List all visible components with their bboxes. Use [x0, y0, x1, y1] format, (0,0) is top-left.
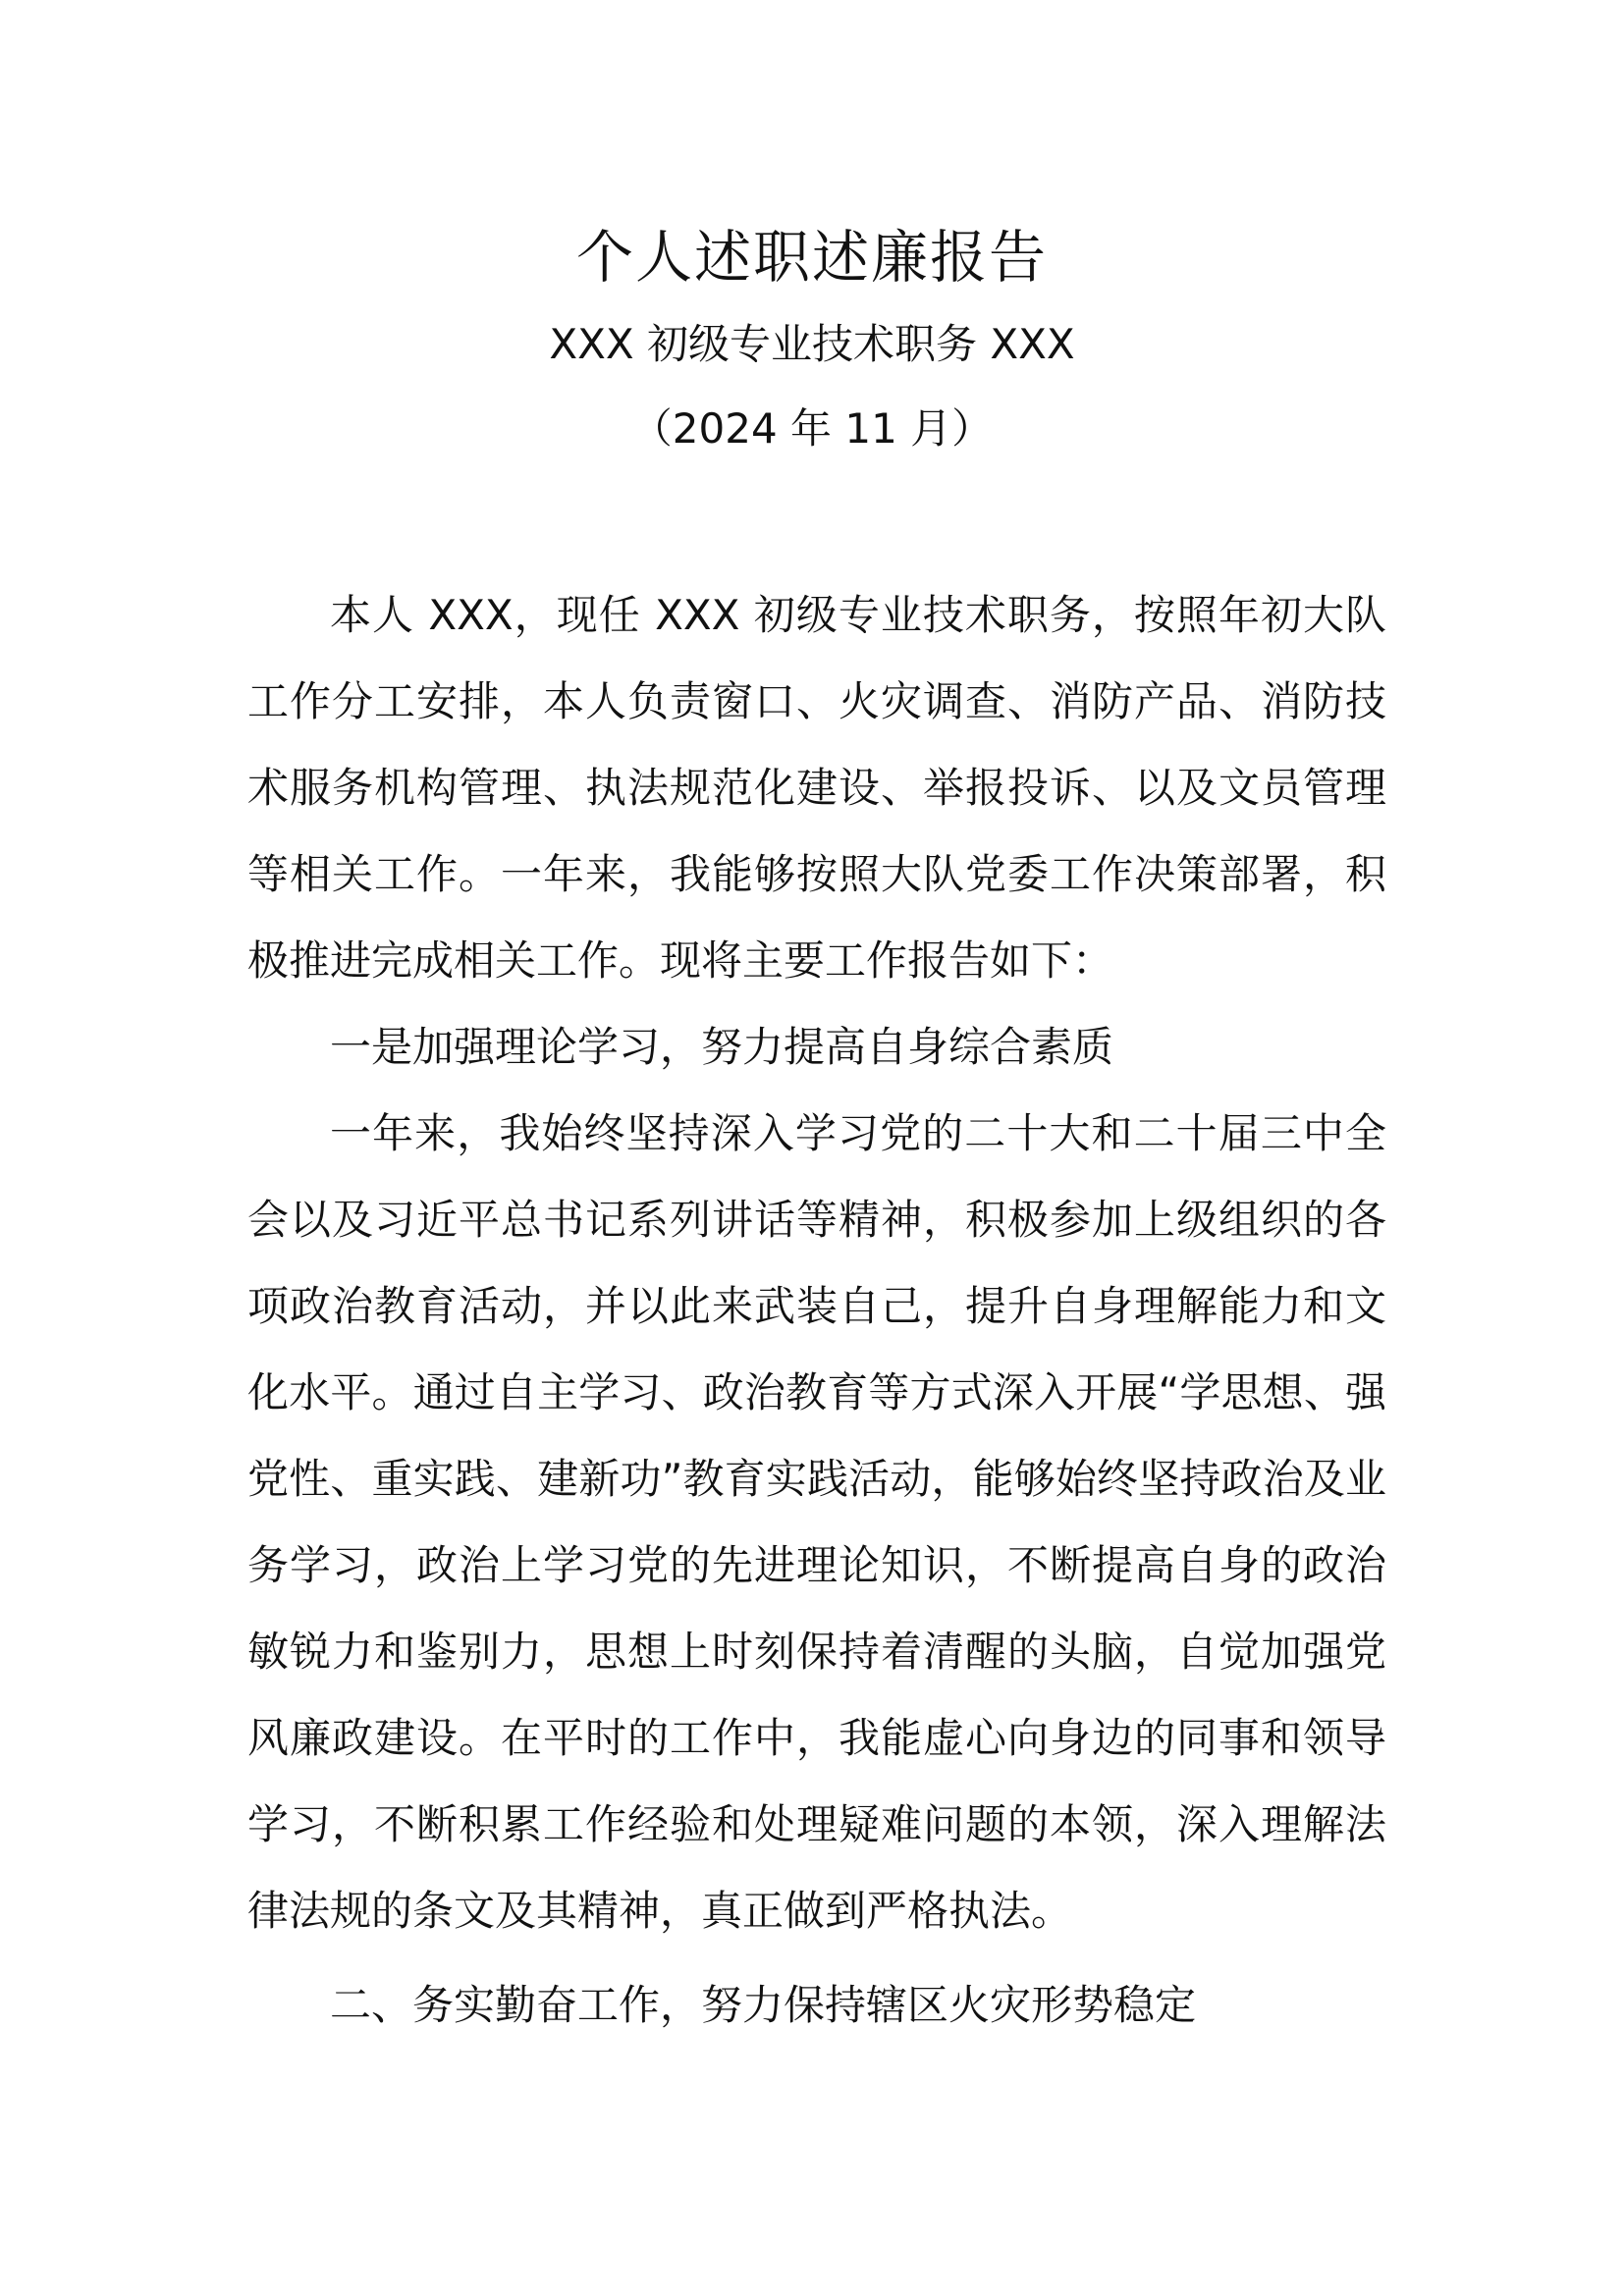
document-title: 个人述职述廉报告 — [575, 224, 1048, 291]
document-subtitle: XXX 初级专业技术职务 XXX — [549, 320, 1075, 368]
document-date: （2024 年 11 月） — [630, 404, 994, 453]
section-1-paragraph: 一年来，我始终坚持深入学习党的二十大和二十届三中全会以及习近平总书记系列讲话等精神，积极参加上级组织的各项政治教育活动，并以此来武装自己，提升自身理解能力和文化水平。通过自主学习、政治教育等方式深入开展“学思想、强党性、重实践、建新功”教育实践活动，能够始终坚持政治及业务学习，政治上学习党的先进理论知识，不断提高自身的政治敏锐力和鉴别力，思想上时刻保持着清醒的头脑，自觉加强党风廉政建设。在平时的工作中，我能虚心向身边的同事和领导学习，不断积累工作经验和处理疑难问题的本领，深入理解法律法规的条文及其精神，真正做到严格执法。 — [247, 1109, 1386, 1935]
document-body — [247, 572, 1386, 2049]
section-heading-1: 一是加强理论学习，努力提高自身综合素质 — [330, 1023, 1114, 1071]
section-heading-2: 二、务实勤奋工作，努力保持辖区火灾形势稳定 — [330, 1981, 1197, 2029]
intro-paragraph: 本人 XXX，现任 XXX 初级专业技术职务，按照年初大队工作分工安排，本人负责窗口、火灾调查、消防产品、消防技术服务机构管理、执法规范化建设、举报投诉、以及文员管理等相关工作。一年来，我能够按照大队党委工作决策部署，积极推进完成相关工作。现将主要工作报告如下： — [247, 591, 1386, 985]
